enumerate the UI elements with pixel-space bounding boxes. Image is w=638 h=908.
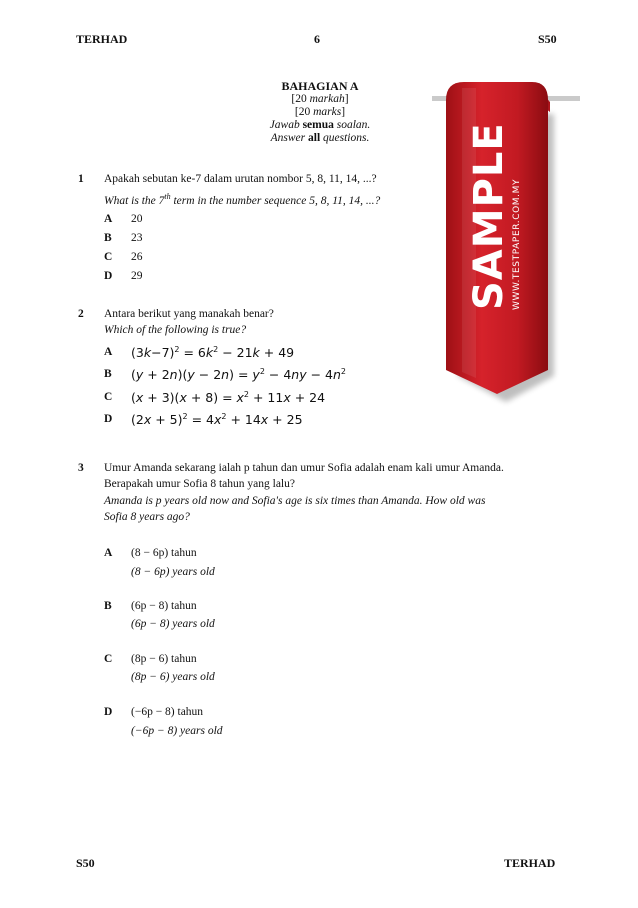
q1-option-a-letter[interactable]: A <box>104 213 113 225</box>
q2-option-b-letter[interactable]: B <box>104 368 112 380</box>
q3-number: 3 <box>78 462 84 474</box>
watermark-main-text: SAMPLE <box>466 122 512 310</box>
q2-option-a-expression[interactable]: $(3k-7)^2 = 6k^2 - 21k + 49$ <box>131 345 295 361</box>
header-left: TERHAD <box>76 32 128 46</box>
q2-option-d-letter[interactable]: D <box>104 413 113 425</box>
section-marks-en: [20 marks] <box>294 106 346 118</box>
ribbon-icon <box>432 78 582 418</box>
page-number: 6 <box>314 32 320 46</box>
q3-option-c-ms[interactable]: (8p − 6) tahun <box>131 653 197 665</box>
q2-number: 2 <box>78 308 84 320</box>
sample-watermark <box>432 78 582 418</box>
q3-option-c-en[interactable]: (8p − 6) years old <box>131 671 215 683</box>
footer-left: S50 <box>76 856 95 870</box>
q3-option-a-letter[interactable]: A <box>104 547 113 559</box>
q1-option-b-text[interactable]: 23 <box>131 232 143 244</box>
q2-option-c-expression[interactable]: $(x + 3)(x + 8) = x^2 + 11x + 24$ <box>131 390 326 406</box>
q3-text-ms-line2: Berapakah umur Sofia 8 tahun yang lalu? <box>104 478 295 490</box>
q1-text-en: What is the 7th term in the number sequence 5, 8, 11, 14, ...? <box>104 192 381 207</box>
q3-option-d-ms[interactable]: (−6p − 8) tahun <box>131 706 204 718</box>
q1-option-c-letter[interactable]: C <box>104 251 113 263</box>
q2-text-en: Which of the following is true? <box>104 324 247 336</box>
footer-right: TERHAD <box>504 856 556 870</box>
q1-option-d-letter[interactable]: D <box>104 270 113 282</box>
section-title: BAHAGIAN A <box>281 79 359 93</box>
q3-option-b-en[interactable]: (6p − 8) years old <box>131 618 215 630</box>
watermark-url-text: WWW.TESTPAPER.COM.MY <box>512 178 522 310</box>
q3-option-a-en[interactable]: (8 − 6p) years old <box>131 566 215 578</box>
q3-option-d-en[interactable]: (−6p − 8) years old <box>131 725 223 737</box>
q3-text-ms-line1: Umur Amanda sekarang ialah p tahun dan umur Sofia adalah enam kali umur Amanda. <box>104 462 504 474</box>
q3-option-d-letter[interactable]: D <box>104 706 113 718</box>
q2-option-c-letter[interactable]: C <box>104 391 113 403</box>
q1-text-ms: Apakah sebutan ke-7 dalam urutan nombor 5, 8, 11, 14, ...? <box>104 173 377 185</box>
section-heading <box>170 80 470 145</box>
q2-option-b-expression[interactable]: $(y + 2n)(y - 2n) = y^2 - 4ny - 4n^2$ <box>131 367 347 383</box>
q1-option-c-text[interactable]: 26 <box>131 251 143 263</box>
q2-option-d-expression[interactable]: $(2x + 5)^2 = 4x^2 + 14x + 25$ <box>131 412 303 428</box>
q3-option-b-letter[interactable]: B <box>104 600 112 612</box>
q3-option-a-ms[interactable]: (8 − 6p) tahun <box>131 547 197 559</box>
q2-text-ms: Antara berikut yang manakah benar? <box>104 308 274 320</box>
q3-option-c-letter[interactable]: C <box>104 653 113 665</box>
section-marks-ms: [20 markah] <box>291 93 349 105</box>
q3-text-en-line1: Amanda is p years old now and Sofia's age is six times than Amanda. How old was <box>104 495 486 507</box>
q1-option-d-text[interactable]: 29 <box>131 270 143 282</box>
header-right: S50 <box>538 32 557 46</box>
q2-option-a-letter[interactable]: A <box>104 346 113 358</box>
q1-option-a-text[interactable]: 20 <box>131 213 143 225</box>
q1-option-b-letter[interactable]: B <box>104 232 112 244</box>
q1-number: 1 <box>78 173 84 185</box>
section-instruction-ms: Jawab semua soalan. <box>269 119 371 131</box>
q3-text-en-line2: Sofia 8 years ago? <box>104 511 190 523</box>
section-instruction-en: Answer all questions. <box>270 132 370 144</box>
q3-option-b-ms[interactable]: (6p − 8) tahun <box>131 600 197 612</box>
